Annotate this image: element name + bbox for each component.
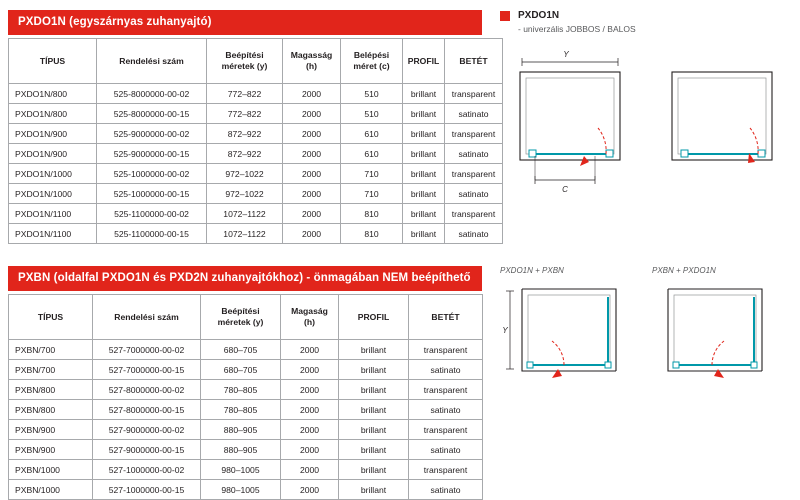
cell-belepesi-meret: 710 xyxy=(341,164,403,184)
table-row xyxy=(9,380,483,400)
cell-belepesi-meret: 610 xyxy=(341,124,403,144)
cell-betet: satinato xyxy=(445,224,503,244)
table-body xyxy=(9,84,503,244)
col-header-tipus: TÍPUS xyxy=(9,39,97,84)
cell-magassag: 2000 xyxy=(281,360,339,380)
table-row xyxy=(9,420,483,440)
cell-tipus: PXDO1N/900 xyxy=(9,144,97,164)
cell-profil: brillant xyxy=(403,124,445,144)
cell-magassag: 2000 xyxy=(281,460,339,480)
cell-beepitesi-meret: 880–905 xyxy=(201,420,281,440)
cell-beepitesi-meret: 1072–1122 xyxy=(207,224,283,244)
diagram-label-y: Y xyxy=(563,50,569,59)
cell-profil: brillant xyxy=(339,380,409,400)
cell-betet: transparent xyxy=(445,164,503,184)
diagram-svg xyxy=(652,44,784,204)
legend xyxy=(500,10,792,21)
table-row xyxy=(9,184,503,204)
right-column xyxy=(500,10,792,396)
cell-betet: transparent xyxy=(409,420,483,440)
cell-beepitesi-meret: 772–822 xyxy=(207,84,283,104)
cell-betet: satinato xyxy=(445,144,503,164)
diagram-caption: PXBN + PXDO1N xyxy=(652,266,716,275)
cell-tipus: PXBN/700 xyxy=(9,340,93,360)
cell-beepitesi-meret: 780–805 xyxy=(201,380,281,400)
table-row xyxy=(9,104,503,124)
cell-magassag: 2000 xyxy=(283,124,341,144)
cell-magassag: 2000 xyxy=(283,184,341,204)
cell-beepitesi-meret: 980–1005 xyxy=(201,460,281,480)
cell-profil: brillant xyxy=(403,104,445,124)
cell-betet: satinato xyxy=(445,104,503,124)
cell-betet: satinato xyxy=(409,440,483,460)
cell-profil: brillant xyxy=(339,460,409,480)
cell-beepitesi-meret: 872–922 xyxy=(207,124,283,144)
cell-magassag: 2000 xyxy=(283,84,341,104)
cell-tipus: PXDO1N/800 xyxy=(9,84,97,104)
cell-rendelesi-szam: 525-8000000-00-15 xyxy=(97,104,207,124)
cell-profil: brillant xyxy=(339,400,409,420)
cell-belepesi-meret: 510 xyxy=(341,104,403,124)
diagram-pxdo1n-right xyxy=(652,44,784,204)
cell-beepitesi-meret: 972–1022 xyxy=(207,164,283,184)
cell-beepitesi-meret: 980–1005 xyxy=(201,480,281,500)
cell-profil: brillant xyxy=(403,84,445,104)
diagram-label-c: C xyxy=(562,185,568,194)
cell-rendelesi-szam: 525-1100000-00-15 xyxy=(97,224,207,244)
cell-rendelesi-szam: 525-1000000-00-02 xyxy=(97,164,207,184)
table-header xyxy=(9,39,503,84)
legend-subtitle: - univerzális JOBBOS / BALOS xyxy=(518,24,636,34)
diagram-pxdo1n-left xyxy=(500,44,632,204)
cell-betet: transparent xyxy=(445,124,503,144)
diagram-pxdo1n-pxbn xyxy=(500,266,632,387)
cell-magassag: 2000 xyxy=(283,164,341,184)
cell-rendelesi-szam: 527-9000000-00-02 xyxy=(93,420,201,440)
cell-tipus: PXBN/800 xyxy=(9,380,93,400)
cell-profil: brillant xyxy=(339,340,409,360)
cell-beepitesi-meret: 680–705 xyxy=(201,360,281,380)
table-row xyxy=(9,440,483,460)
cell-profil: brillant xyxy=(339,480,409,500)
table-row xyxy=(9,360,483,380)
cell-tipus: PXBN/1000 xyxy=(9,480,93,500)
table-header-row xyxy=(9,39,503,84)
cell-magassag: 2000 xyxy=(281,480,339,500)
cell-tipus: PXDO1N/1100 xyxy=(9,204,97,224)
cell-betet: transparent xyxy=(445,84,503,104)
cell-betet: satinato xyxy=(409,360,483,380)
cell-profil: brillant xyxy=(403,164,445,184)
col-header-beepitesi-meretek: Beépítési méretek (y) xyxy=(207,39,283,84)
cell-magassag: 2000 xyxy=(281,400,339,420)
cell-beepitesi-meret: 680–705 xyxy=(201,340,281,360)
cell-tipus: PXDO1N/1000 xyxy=(9,184,97,204)
cell-tipus: PXBN/1000 xyxy=(9,460,93,480)
cell-beepitesi-meret: 772–822 xyxy=(207,104,283,124)
cell-beepitesi-meret: 1072–1122 xyxy=(207,204,283,224)
col-header-rendelesi-szam: Rendelési szám xyxy=(93,295,201,340)
cell-rendelesi-szam: 525-9000000-00-15 xyxy=(97,144,207,164)
left-column xyxy=(8,10,496,500)
section-title-pxbn: PXBN (oldalfal PXDO1N és PXD2N zuhanyajtókhoz) - önmagában NEM beépíthető xyxy=(8,266,482,291)
cell-tipus: PXBN/900 xyxy=(9,440,93,460)
diagram-svg xyxy=(500,44,632,204)
section-title-pxdo1n: PXDO1N (egyszárnyas zuhanyajtó) xyxy=(8,10,482,35)
table-pxdo1n xyxy=(8,38,503,244)
table-row xyxy=(9,84,503,104)
table-row xyxy=(9,224,503,244)
diagram-pxbn-pxdo1n xyxy=(652,266,784,387)
table-pxbn xyxy=(8,294,483,500)
cell-profil: brillant xyxy=(403,144,445,164)
cell-beepitesi-meret: 972–1022 xyxy=(207,184,283,204)
cell-tipus: PXDO1N/900 xyxy=(9,124,97,144)
cell-profil: brillant xyxy=(403,204,445,224)
legend-title: PXDO1N xyxy=(518,10,560,21)
cell-belepesi-meret: 810 xyxy=(341,224,403,244)
cell-magassag: 2000 xyxy=(281,380,339,400)
col-header-profil: PROFIL xyxy=(339,295,409,340)
cell-profil: brillant xyxy=(339,440,409,460)
cell-profil: brillant xyxy=(403,224,445,244)
table-row xyxy=(9,340,483,360)
table-row xyxy=(9,124,503,144)
cell-profil: brillant xyxy=(339,360,409,380)
col-header-rendelesi-szam: Rendelési szám xyxy=(97,39,207,84)
table-row xyxy=(9,480,483,500)
cell-beepitesi-meret: 880–905 xyxy=(201,440,281,460)
cell-betet: transparent xyxy=(409,380,483,400)
diagram-row-bottom xyxy=(500,266,792,396)
cell-rendelesi-szam: 527-8000000-00-02 xyxy=(93,380,201,400)
cell-magassag: 2000 xyxy=(283,144,341,164)
cell-tipus: PXBN/900 xyxy=(9,420,93,440)
cell-betet: transparent xyxy=(409,460,483,480)
cell-magassag: 2000 xyxy=(281,440,339,460)
cell-betet: satinato xyxy=(409,400,483,420)
cell-rendelesi-szam: 527-8000000-00-15 xyxy=(93,400,201,420)
diagram-caption: PXDO1N + PXBN xyxy=(500,266,564,275)
cell-belepesi-meret: 610 xyxy=(341,144,403,164)
section-pxbn xyxy=(8,266,482,500)
col-header-magassag: Magasság (h) xyxy=(283,39,341,84)
cell-rendelesi-szam: 527-7000000-00-02 xyxy=(93,340,201,360)
cell-profil: brillant xyxy=(403,184,445,204)
table-row xyxy=(9,164,503,184)
col-header-betet: BETÉT xyxy=(445,39,503,84)
cell-rendelesi-szam: 525-8000000-00-02 xyxy=(97,84,207,104)
cell-tipus: PXBN/700 xyxy=(9,360,93,380)
cell-magassag: 2000 xyxy=(283,104,341,124)
cell-rendelesi-szam: 527-1000000-00-02 xyxy=(93,460,201,480)
cell-rendelesi-szam: 527-7000000-00-15 xyxy=(93,360,201,380)
cell-betet: transparent xyxy=(445,204,503,224)
cell-rendelesi-szam: 525-1000000-00-15 xyxy=(97,184,207,204)
cell-rendelesi-szam: 525-9000000-00-02 xyxy=(97,124,207,144)
cell-betet: transparent xyxy=(409,340,483,360)
table-header xyxy=(9,295,483,340)
cell-magassag: 2000 xyxy=(283,204,341,224)
col-header-betet: BETÉT xyxy=(409,295,483,340)
cell-rendelesi-szam: 527-1000000-00-15 xyxy=(93,480,201,500)
cell-betet: satinato xyxy=(445,184,503,204)
cell-betet: satinato xyxy=(409,480,483,500)
cell-rendelesi-szam: 527-9000000-00-15 xyxy=(93,440,201,460)
table-row xyxy=(9,144,503,164)
cell-magassag: 2000 xyxy=(281,420,339,440)
col-header-tipus: TÍPUS xyxy=(9,295,93,340)
cell-beepitesi-meret: 780–805 xyxy=(201,400,281,420)
diagram-row-top xyxy=(500,44,792,194)
cell-magassag: 2000 xyxy=(281,340,339,360)
cell-tipus: PXBN/800 xyxy=(9,400,93,420)
cell-tipus: PXDO1N/800 xyxy=(9,104,97,124)
diagram-svg xyxy=(652,277,784,387)
legend-swatch-icon xyxy=(500,11,510,21)
table-body xyxy=(9,340,483,500)
cell-belepesi-meret: 510 xyxy=(341,84,403,104)
col-header-beepitesi-meretek: Beépítési méretek (y) xyxy=(201,295,281,340)
cell-belepesi-meret: 810 xyxy=(341,204,403,224)
col-header-belepesi-meret: Belépési méret (c) xyxy=(341,39,403,84)
table-header-row xyxy=(9,295,483,340)
cell-magassag: 2000 xyxy=(283,224,341,244)
cell-tipus: PXDO1N/1000 xyxy=(9,164,97,184)
col-header-magassag: Magaság (h) xyxy=(281,295,339,340)
cell-profil: brillant xyxy=(339,420,409,440)
table-row xyxy=(9,204,503,224)
cell-beepitesi-meret: 872–922 xyxy=(207,144,283,164)
diagram-svg xyxy=(500,277,632,387)
col-header-profil: PROFIL xyxy=(403,39,445,84)
diagram-label-y: Y xyxy=(502,326,508,335)
cell-tipus: PXDO1N/1100 xyxy=(9,224,97,244)
cell-belepesi-meret: 710 xyxy=(341,184,403,204)
table-row xyxy=(9,400,483,420)
cell-rendelesi-szam: 525-1100000-00-02 xyxy=(97,204,207,224)
